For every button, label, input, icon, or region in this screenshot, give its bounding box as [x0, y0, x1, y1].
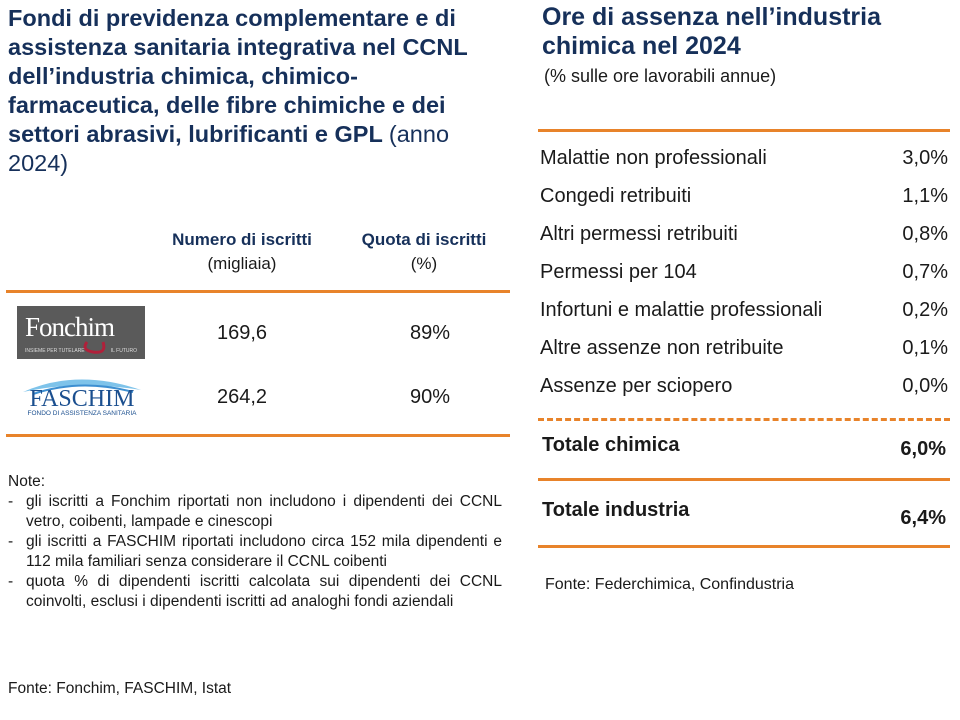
absence-value: 0,7% [902, 261, 948, 283]
absence-value: 0,2% [902, 299, 948, 321]
total-chemical-label: Totale chimica [542, 434, 680, 456]
fonchim-tagline-left: INSIEME PER TUTELARE [25, 348, 85, 354]
note-item: - quota % di dipendenti iscritti calcolata sui dipendenti dei CCNL coinvolti, esclusi i dipendenti iscritti ad analoghi fondi aziendali [8, 572, 502, 612]
right-title-line2: chimica nel 2024 [542, 32, 741, 60]
absence-row [540, 223, 950, 261]
right-table-top-rule [538, 129, 950, 132]
absence-row [540, 185, 950, 223]
absence-label: Altre assenze non retribuite [540, 337, 784, 359]
total-industry-value: 6,4% [900, 507, 946, 529]
fonchim-share: 89% [409, 322, 451, 344]
absence-value: 3,0% [902, 147, 948, 169]
absence-label: Permessi per 104 [540, 261, 697, 283]
left-table-top-rule [6, 290, 510, 293]
faschim-logo [17, 372, 145, 420]
col-share-unit: (%) [410, 254, 438, 273]
total-industry-label: Totale industria [542, 499, 690, 521]
fonchim-logo [17, 306, 145, 359]
absence-label: Assenze per sciopero [540, 375, 733, 397]
notes-list [8, 492, 502, 612]
right-title [542, 3, 881, 61]
faschim-tagline: FONDO DI ASSISTENZA SANITARIA [27, 410, 137, 417]
right-total-rule [538, 478, 950, 481]
fonchim-tagline-right: IL FUTURO [110, 348, 137, 354]
faschim-share: 90% [409, 386, 451, 408]
notes-title: Note: [8, 473, 46, 490]
notes [8, 472, 502, 612]
total-chemical-value: 6,0% [900, 438, 946, 460]
total-chemical-row [542, 434, 946, 464]
note-item: - gli iscritti a FASCHIM riportati includono circa 152 mila dipendenti e 112 mila familiari senza considerare il CCNL coibenti [8, 532, 502, 572]
right-subtitle: (% sulle ore lavorabili annue) [544, 66, 777, 86]
left-title [8, 4, 508, 178]
absence-value: 0,8% [902, 223, 948, 245]
absence-label: Malattie non professionali [540, 147, 767, 169]
right-title-line1: Ore di assenza nell’industria [542, 3, 882, 31]
left-title-year: (anno 2024) [8, 121, 450, 176]
left-table-bottom-rule [6, 434, 510, 437]
col-share-header [342, 228, 506, 276]
absence-row [540, 261, 950, 299]
absence-row [540, 375, 950, 413]
fonchim-members: 169,6 [216, 322, 268, 344]
total-industry-row [542, 499, 946, 529]
col-members-title: Numero di iscritti [172, 230, 312, 249]
col-members-header [150, 228, 334, 276]
absence-row [540, 147, 950, 185]
absence-value: 1,1% [902, 185, 948, 207]
absence-row [540, 337, 950, 375]
faschim-members: 264,2 [216, 386, 268, 408]
col-share-title: Quota di iscritti [361, 230, 487, 249]
absence-row [540, 299, 950, 337]
note-item: - gli iscritti a Fonchim riportati non includono i dipendenti dei CCNL vetro, coibenti, lampade e cinescopi [8, 492, 502, 532]
faschim-logo-text: FASCHIM [29, 386, 135, 412]
right-table-bottom-rule [538, 545, 950, 548]
col-members-unit: (migliaia) [207, 254, 277, 273]
left-title-text: Fondi di previdenza complementare e di assistenza sanitaria integrativa nel CCNL dell’industria chimica, chimico-farmaceutica, delle fibre chimiche e dei settori abrasivi, lubrificanti e GPL [8, 5, 468, 147]
absence-value: 0,0% [902, 375, 948, 397]
absence-label: Infortuni e malattie professionali [540, 299, 823, 321]
right-dashed-rule [538, 418, 950, 421]
fonchim-logo-text: Fonchim [25, 312, 115, 342]
left-source: Fonte: Fonchim, FASCHIM, Istat [8, 680, 232, 697]
absence-value: 0,1% [902, 337, 948, 359]
right-source: Fonte: Federchimica, Confindustria [545, 576, 794, 593]
absence-label: Congedi retribuiti [540, 185, 692, 207]
absence-label: Altri permessi retribuiti [540, 223, 738, 245]
